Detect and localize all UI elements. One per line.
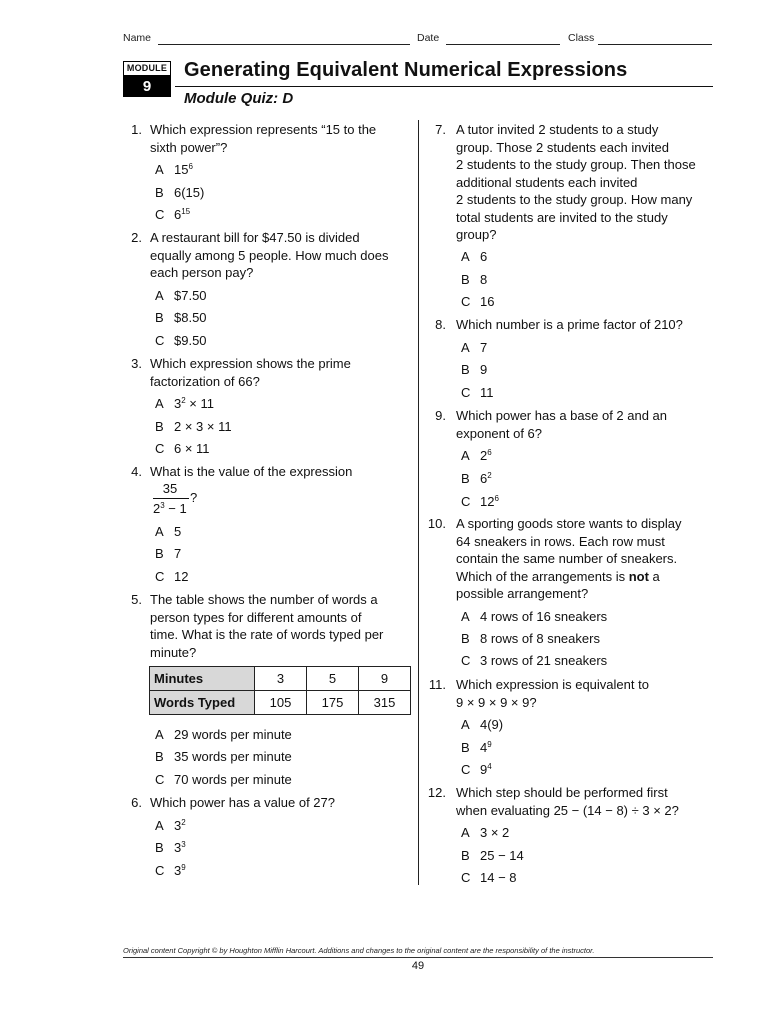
question-text-line: additional students each invited [456,174,638,190]
question-text-line: A tutor invited 2 students to a study [456,122,659,137]
fraction-expression [153,481,201,519]
question-text-line: Which of the arrangements is not a [456,568,660,584]
table-cell: 315 [359,691,411,715]
question-text-line: A sporting goods store wants to display [456,516,682,531]
question-text-line: minute? [150,644,197,660]
fraction-numerator: 35 [162,481,178,496]
column-divider [418,120,419,885]
copyright-footer: Original content Copyright © by Houghton Mifflin Harcourt. Additions and changes to the original content are the responsibility of the instructor. [123,946,595,955]
question-text-line: Which number is a prime factor of 210? [456,317,683,332]
table-cell: 105 [255,691,307,715]
date-field-line[interactable] [446,33,560,45]
words-typed-table [149,666,411,715]
question-text-line: Which expression is equivalent to [456,677,649,692]
question-number: 7. [435,122,446,137]
question-number: 6. [131,795,142,810]
question-text-line: group. Those 2 students each invited [456,139,669,155]
table-cell: 175 [307,691,359,715]
question-text-line: equally among 5 people. How much does [150,247,389,263]
question-text-line: Which step should be performed first [456,785,668,800]
question-text-line: exponent of 6? [456,425,543,441]
question-text-line: person types for different amounts of [150,609,362,625]
name-field-line[interactable] [158,33,410,45]
question-number: 9. [435,408,446,423]
question-text-line: time. What is the rate of words typed per [150,627,384,642]
question-number: 1. [131,122,142,137]
question-text-line: Which expression shows the prime [150,356,351,371]
page-number: 49 [411,960,425,972]
title-rule [175,86,713,87]
question-text-line: group? [456,227,497,242]
table-row-header: Minutes [150,667,255,691]
question-text-line: possible arrangement? [456,586,589,601]
question-text-line: total students are invited to the study [456,209,668,225]
table-cell: 5 [307,667,359,691]
question-text-line: What is the value of the expression [150,464,353,479]
class-field-line[interactable] [598,33,712,45]
question-number: 8. [435,317,446,332]
question-text-line: The table shows the number of words a [150,592,378,607]
fraction-bar [153,498,189,499]
module-label: MODULE [123,61,171,76]
question-text-line: sixth power”? [150,139,228,155]
table-cell: 3 [255,667,307,691]
fraction-denominator: $2^3 - 1$ [153,501,187,516]
footer-rule [123,957,713,958]
fraction-question-mark: ? [190,490,198,505]
question-number: 10. [427,516,446,531]
question-text-line: 64 sneakers in rows. Each row must [456,533,665,549]
module-number: 9 [123,76,171,97]
question-number: 12. [427,785,446,800]
question-text-line: when evaluating 25 − (14 − 8) ÷ 3 × 2? [456,802,679,818]
question-number: 11. [428,677,446,692]
table-cell: 9 [359,667,411,691]
question-text-line: Which power has a base of 2 and an [456,408,668,423]
question-number: 3. [131,356,142,371]
class-label: Class [568,32,595,44]
page-title: Generating Equivalent Numerical Expressions [184,59,628,81]
date-label: Date [417,32,440,44]
question-text-line: each person pay? [150,265,254,280]
question-text-line: A restaurant bill for $47.50 is divided [150,230,360,245]
question-text-line: factorization of 66? [150,373,260,389]
question-text-line: Which expression represents “15 to the [150,122,377,137]
table-row-header: Words Typed [150,691,255,715]
table-row [150,691,411,715]
question-text-line: Which power has a value of 27? [150,795,335,810]
emphasis-not: not [628,568,649,584]
question-text-line: 9 × 9 × 9 × 9? [456,694,537,710]
question-text-line: contain the same number of sneakers. [456,551,678,566]
question-number: 2. [131,230,142,245]
module-badge [123,61,171,97]
table-row [150,667,411,691]
question-text-line: 2 students to the study group. How many [456,192,693,207]
name-label: Name [123,32,152,44]
page-subtitle: Module Quiz: D [184,90,294,107]
question-number: 5. [131,592,142,607]
question-number: 4. [131,464,142,479]
question-text-line: 2 students to the study group. Then those [456,157,696,172]
